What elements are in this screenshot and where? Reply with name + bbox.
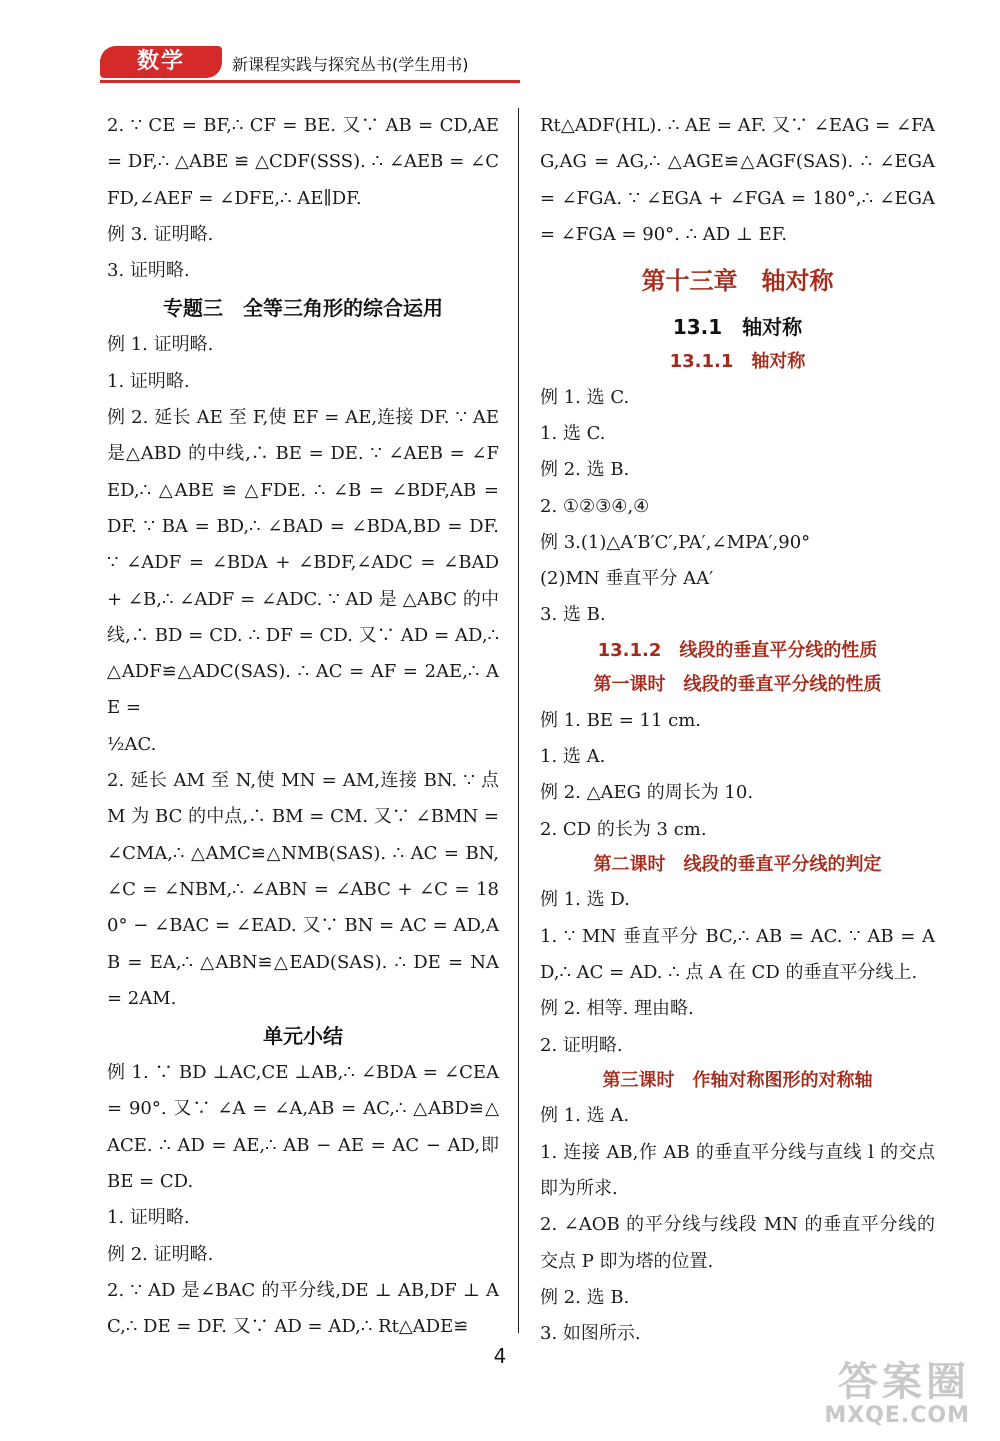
- subsection-heading: 第三课时 作轴对称图形的对称轴: [602, 1069, 873, 1091]
- paragraph: Rt△ADF(HL). ∴ AE = AF. 又∵ ∠EAG = ∠FAG,AG = AG,∴ △AGE≌△AGF(SAS). ∴ ∠EGA = ∠FGA. ∵ ∠EGA + ∠FGA = 180°,∴ ∠EGA = ∠FGA = 90°. ∴ AD ⊥ EF.: [540, 115, 935, 245]
- left-column: [107, 108, 499, 1346]
- paragraph: 2. ①②③④,④: [540, 495, 650, 517]
- paragraph: 例 1. BE = 11 cm.: [540, 709, 702, 731]
- subject-badge: 数学: [100, 46, 222, 78]
- subsection-heading: 第一课时 线段的垂直平分线的性质: [593, 674, 882, 696]
- section-heading: 专题三 全等三角形的综合运用: [163, 296, 443, 321]
- paragraph: 1. ∵ MN 垂直平分 BC,∴ AB = AC. ∵ AB = AD,∴ AC = AD. ∴ 点 A 在 CD 的垂直平分线上.: [540, 925, 935, 984]
- right-column: [540, 108, 935, 1353]
- paragraph: 1. 选 C.: [540, 422, 606, 444]
- paragraph: 例 2. 选 B.: [540, 1286, 630, 1308]
- watermark-bottom: MXQE.COM: [824, 1403, 970, 1428]
- paragraph: 3. 如图所示.: [540, 1323, 641, 1345]
- paragraph: 2. CD 的长为 3 cm.: [540, 818, 707, 840]
- section-heading: 13.1 轴对称: [672, 315, 803, 340]
- paragraph: 例 2. 相等. 理由略.: [540, 998, 694, 1020]
- paragraph: ½AC.: [107, 733, 157, 755]
- paragraph: 例 1. 选 D.: [540, 889, 630, 911]
- paragraph: 例 2. △AEG 的周长为 10.: [540, 782, 754, 804]
- subsection-heading: 第二课时 线段的垂直平分线的判定: [593, 853, 882, 875]
- paragraph: 例 3. 证明略.: [107, 223, 214, 245]
- paragraph: 1. 证明略.: [107, 1207, 190, 1229]
- page-number: 4: [493, 1344, 507, 1368]
- paragraph: 3. 选 B.: [540, 604, 606, 626]
- paragraph: 例 2. 选 B.: [540, 459, 630, 481]
- paragraph: 例 3.(1)△A′B′C′,PA′,∠MPA′,90°: [540, 531, 811, 553]
- paragraph: 1. 连接 AB,作 AB 的垂直平分线与直线 l 的交点即为所求.: [540, 1141, 935, 1200]
- chapter-heading: 第十三章 轴对称: [641, 267, 834, 296]
- paragraph: (2)MN 垂直平分 AA′: [540, 568, 714, 590]
- paragraph: 1. 选 A.: [540, 746, 606, 768]
- column-divider: [518, 108, 519, 1333]
- paragraph: 例 1. ∵ BD ⊥AC,CE ⊥AB,∴ ∠BDA = ∠CEA = 90°. 又∵ ∠A = ∠A,AB = AC,∴ △ABD≌△ACE. ∴ AD = AE,∴ AB − AE = AC − AD,即 BE = CD.: [107, 1062, 499, 1193]
- paragraph: 3. 证明略.: [107, 260, 190, 282]
- paragraph: 2. ∵ AD 是∠BAC 的平分线,DE ⊥ AB,DF ⊥ AC,∴ DE = DF. 又∵ AD = AD,∴ Rt△ADE≌: [107, 1279, 499, 1338]
- watermark-logo: [750, 1360, 970, 1430]
- paragraph: 2. 延长 AM 至 N,使 MN = AM,连接 BN. ∵ 点 M 为 BC 的中点,∴ BM = CM. 又∵ ∠BMN = ∠CMA,∴ △AMC≌△NMB(SAS). ∴ AC = BN,∠C = ∠NBM,∴ ∠ABN = ∠ABC + ∠C = 180° − ∠BAC = ∠EAD. 又∵ BN = AC = AD,AB = EA,∴ △ABN≌△EAD(SAS). ∴ DE = NA = 2AM.: [107, 770, 499, 1009]
- series-title: 新课程实践与探究丛书(学生用书): [232, 55, 469, 74]
- paragraph: 例 1. 选 C.: [540, 386, 630, 408]
- paragraph: 2. 证明略.: [540, 1034, 623, 1056]
- subsection-heading: 13.1.1 轴对称: [669, 351, 806, 373]
- paragraph: 例 2. 延长 AE 至 F,使 EF = AE,连接 DF. ∵ AE是△ABD 的中线,∴ BE = DE. ∵ ∠AEB = ∠FED,∴ △ABE ≌ △FDE. ∴ ∠B = ∠BDF,AB = DF. ∵ BA = BD,∴ ∠BAD = ∠BDA,BD = DF. ∵ ∠ADF = ∠BDA + ∠BDF,∠ADC = ∠BAD + ∠B,∴ ∠ADF = ∠ADC. ∵ AD 是 △ABC 的中线,∴ BD = CD. ∴ DF = CD. 又∵ AD = AD,∴ △ADF≌△ADC(SAS). ∴ AC = AF = 2AE,∴ AE =: [107, 407, 499, 719]
- paragraph: 例 2. 证明略.: [107, 1243, 214, 1265]
- paragraph: 1. 证明略.: [107, 370, 190, 392]
- subsection-heading: 13.1.2 线段的垂直平分线的性质: [597, 639, 878, 661]
- paragraph: 2. ∵ CE = BF,∴ CF = BE. 又∵ AB = CD,AE = DF,∴ △ABE ≌ △CDF(SSS). ∴ ∠AEB = ∠CFD,∠AEF = ∠DFE,∴ AE∥DF.: [107, 115, 499, 209]
- paragraph: 例 1. 证明略.: [107, 334, 214, 356]
- page-header: [100, 44, 500, 80]
- watermark-top: 答案圈: [838, 1359, 970, 1405]
- paragraph: 例 1. 选 A.: [540, 1105, 630, 1127]
- header-rule: [100, 80, 520, 83]
- section-heading: 单元小结: [263, 1024, 343, 1049]
- paragraph: 2. ∠AOB 的平分线与线段 MN 的垂直平分线的交点 P 即为塔的位置.: [540, 1214, 935, 1272]
